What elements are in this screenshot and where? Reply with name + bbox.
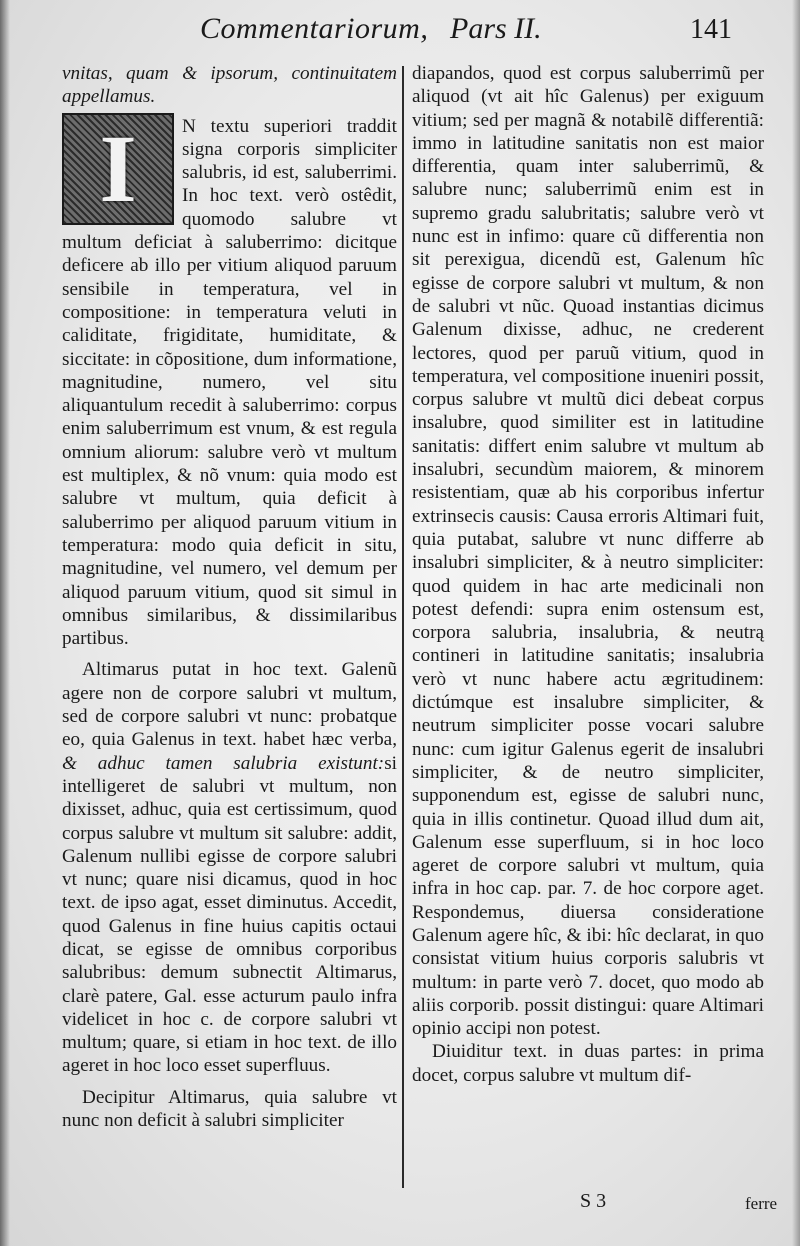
running-header <box>200 12 760 52</box>
signature-mark: S 3 <box>580 1190 607 1212</box>
page-edge-shadow <box>792 0 800 1246</box>
lemma-text: vnitas, quam & ipsorum, continuitatem appellamus. <box>62 63 397 108</box>
left-column <box>62 62 397 1132</box>
left-paragraph-1: N textu superiori traddit signa corporis simpliciter salubris, id est, saluberrimi. In hoc text. verò ostêdit, quomodo salubre vt multum deficiat à saluberrimo: dicitque deficere ab illo per vitium aliquod paruum sensibile in temperatura, vel in compositione: in temperatura veluti in caliditate, frigiditate, humiditate, & siccitate: in cõpositione, dum informatione, magnitudine, numero, vel situ aliquantulum recedit à saluberrimo: corpus enim saluberrimum est vnum, & est regula omnium aliorum: salubre verò vt multum est multiplex, & nõ vnum: quia modo est salubre vt multum, quia deficit à saluberrimo per aliquod paruum vitium in temperatura: modo quia deficit in situ, magnitudine, vel numero, vel demum per aliquod paruum vitium, quod sit simul in omnibus similaribus, & dissimilaribus partibus. <box>62 115 397 650</box>
left-paragraph-2 <box>62 658 397 1077</box>
running-title: Commentariorum, <box>200 12 429 45</box>
page-number: 141 <box>690 14 732 45</box>
ornamental-initial <box>62 113 174 225</box>
right-column <box>412 62 764 1087</box>
left-paragraph-2-quote: & adhuc tamen salubria existunt: <box>62 752 385 774</box>
right-paragraph-2: Diuiditur text. in duas partes: in prima docet, corpus salubre vt multum dif- <box>412 1041 764 1086</box>
right-paragraph-1: diapandos, quod est corpus saluberrimũ per aliquod (vt ait hîc Galenus) per exiguum vitium; sed per magnã & notabilẽ differentiã: immo in latitudine sanitatis non est maior differentia, quam inter saluberrimũ, & salubre nunc; saluberrimũ enim est in supremo gradu salubritatis; salubre verò vt nunc est in infimo: quare cũ differentia non sit perexigua, dicendũ est, Galenum hîc egisse de corpore salubri vt multum, & non de salubri vt nũc. Quoad instantias dicimus Galenum dixisse, adhuc, ne crederent lectores, quod per paruũ vitium, quod in temperatura, vel compositione inueniri possit, corpus salubre vt multũ dici debeat corpus insalubre, quod similiter est in latitudine sanitatis: differt enim salubre vt multum ab insalubri, secundùm maiorem, & minorem resistentiam, quæ ab his corporibus infertur extrinsecis causis: Causa erroris Altimari fuit, quia putabat, salubre vt nunc differre ab insalubri simpliciter, & à neutro simpliciter: quod quidem in hac arte medicinali non potest defendi: supra enim ostensum est, corpora salubria, insalubria, & neutrą contineri in latitudine sanitatis; insalubria verò vt nunc habere actu ægritudinem: dictúmque est insalubre simpliciter, & neutrum simpliciter posse vocari salubre nunc: cum igitur Galenus egerit de insalubri simpliciter, & de neutro simpliciter, supponendum est, egisse de salubri nunc, quia in illis continetur. Quoad illud dum ait, Galenum esse superfluum, si in hoc loco ageret de corpore salubri vt multum, quia infra in hoc cap. par. 7. de hoc corpore aget. Respondemus, diuersa consideratione Galenum agere hîc, & ibi: hîc declarat, in quo consistat vitium huius corporis salubris vt multum: in parte verò 7. docet, quo modo ab aliis corporib. possit distingui: quare Altimari opinio accipi non potest. <box>412 63 764 1040</box>
page-footer <box>570 1190 778 1224</box>
running-part: Pars II. <box>450 12 542 45</box>
left-paragraph-3: Decipitur Altimarus, quia salubre vt nunc non deficit à salubri simpliciter <box>62 1086 397 1132</box>
page-gutter-shadow <box>0 0 10 1246</box>
left-paragraph-2-b: si intelligeret de salubri vt multum, non dixisset, adhuc, quia est certissimum, quod corpus salubre vt multum sit salubre: addit, Galenum nullibi egisse de corpore salubri vt nunc; quare nisi dicamus, quod in hoc text. de ipso agat, esset diminutus. Accedit, quod Galenus in fine huius capitis octaui dicat, se egisse de omnibus corporibus salubribus: demum subnectit Altimarus, clarè patere, Gal. esse acturum paulo infra videlicet in hoc c. de corpore salubri vt multum; quare, si etiam in hoc text. de illo ageret in hoc loco esset superfluus. <box>62 752 397 1077</box>
catchword: ferre <box>745 1194 778 1213</box>
column-divider <box>402 66 404 1188</box>
left-paragraph-2-a: Altimarus putat in hoc text. Galenũ agere non de corpore salubri vt multum, sed de corpore salubri vt nunc: probatque eo, quia Galenus in text. habet hæc verba, <box>62 659 397 751</box>
initial-letter: I <box>99 114 137 222</box>
